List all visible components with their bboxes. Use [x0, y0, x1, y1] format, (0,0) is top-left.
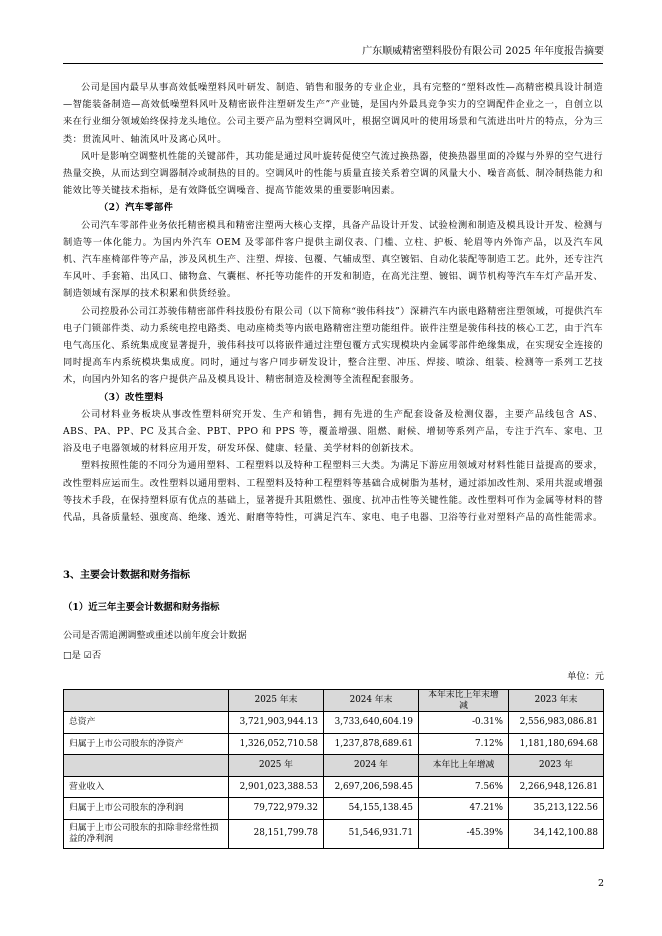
- table-cell: 54,155,138.45: [324, 798, 419, 820]
- header-cell: 2025 年: [229, 755, 324, 777]
- table-row: [64, 712, 604, 734]
- unit-label: 单位：元: [567, 671, 604, 682]
- section-subheading: （1）近三年主要会计数据和财务指标: [63, 602, 220, 613]
- paragraph-plastics-classification: 塑料按照性能的不同分为通用塑料、工程塑料以及特种工程塑料三大类。为满足下游应用领域对材料性能日益提高的要求，改性塑料应运而生。改性塑料以通用塑料、工程塑料及特种工程塑料等基础合成树脂为基材，通过添加改性剂、采用共混或增强等技术手段，在保持塑料原有优点的基础上，显著提升其阻燃性、强度、抗冲击性等关键性能。改性塑料可作为金属等材料的替代品，具备质量轻、强度高、绝缘、透光、耐磨等特性，可满足汽车、家电、电子电器、卫浴等行业对塑料产品的高性能需求。: [63, 460, 603, 524]
- row-label: 总资产: [64, 712, 229, 734]
- table-cell: 3,721,903,944.13: [229, 712, 324, 734]
- report-header-title: 广东顺威精密塑料股份有限公司 2025 年年度报告摘要: [362, 46, 604, 57]
- table-cell: 47.21%: [419, 798, 509, 820]
- section-heading: 3、主要会计数据和财务指标: [63, 570, 190, 581]
- paragraph-auto-parts: 公司汽车零部件业务依托精密模具和精密注塑两大核心支撑，具备产品设计开发、试验检测和制造及模具设计开发、检测与制造等一体化能力。为国内外汽车 OEM 及零部件客户提供主副仪表、门槛、立柱、护板、轮眉等内外饰产品，以及汽车风机、汽车座椅部件等产品，涉及风机生产、注塑、焊接、包覆、气辅成型、真空镀铝、自动化装配等制造工艺。此外，还专注汽车风叶、手套箱、出风口、储物盒、气囊框、杯托等功能件的开发和制造，在高光注塑、镀铝、调节机构等汽车车灯产品开发、制造领域有深厚的技术积累和供货经验。: [63, 219, 603, 300]
- table-row: [64, 798, 604, 820]
- header-cell: 2023 年: [509, 755, 604, 777]
- header-cell: 2024 年末: [324, 690, 419, 712]
- table-cell: -0.31%: [419, 712, 509, 734]
- table-cell: 28,151,799.78: [229, 819, 324, 848]
- paragraph-company-overview: 公司是国内最早从事高效低噪塑料风叶研发、制造、销售和服务的专业企业，具有完整的“塑料改性—高精密模具设计制造—智能装备制造—高效低噪塑料风叶及精密嵌件注塑研发生产”产业链，是国内外最具竞争实力的空调配件企业之一，自创立以来在行业细分领域始终保持龙头地位。公司主要产品为塑料空调风叶，根据空调风叶的使用场景和气流进出叶片的特点，分为三类：贯流风叶、轴流风叶及离心风叶。: [63, 82, 603, 145]
- table-cell: 79,722,979.32: [229, 798, 324, 820]
- table-cell: 35,213,122.56: [509, 798, 604, 820]
- paragraph-fan-function: 风叶是影响空调整机性能的关键部件，其功能是通过风叶旋转促使空气流过换热器，使换热器里面的冷媒与外界的空气进行热量交换，从而达到空调器制冷或制热的目的。空调风叶的性能与质量直接关系着空调的风量大小、噪音高低、制冷制热能力和能效比等关键技术指标，是有效降低空调噪音、提高节能效果的重要影响因素。: [63, 150, 603, 197]
- page-number: 2: [597, 878, 604, 889]
- table-cell: -45.39%: [419, 819, 509, 848]
- restatement-checkbox: □是 ☑否: [63, 650, 102, 661]
- table-cell: 34,142,100.88: [509, 819, 604, 848]
- table-row: [64, 776, 604, 798]
- header-cell: 2025 年末: [229, 690, 324, 712]
- row-label: 营业收入: [64, 776, 229, 798]
- table-row: [64, 733, 604, 755]
- table-row: [64, 819, 604, 848]
- table-cell: 1,237,878,689.61: [324, 733, 419, 755]
- table-cell: 2,697,206,598.45: [324, 776, 419, 798]
- header-cell: 2023 年末: [509, 690, 604, 712]
- restatement-question: 公司是否需追溯调整或重述以前年度会计数据: [63, 630, 247, 641]
- row-label: 归属于上市公司股东的净资产: [64, 733, 229, 755]
- table-cell: 2,901,023,388.53: [229, 776, 324, 798]
- paragraph-junwei-tech: 公司控股孙公司江苏骏伟精密部件科技股份有限公司（以下简称“骏伟科技”）深耕汽车内嵌电路精密注塑领域，可提供汽车电子门锁部件类、动力系统电控电路类、电动座椅类等内嵌电路精密注塑功能组件。嵌件注塑是骏伟科技的核心工艺，由于汽车电气高压化、系统集成度显著提升，骏伟科技可以将嵌件通过注塑包覆方式实现模块内金属零部件绝缘集成，在实现安全连接的同时提高车内系统模块集成度。同时，通过与客户同步研发设计，整合注塑、冲压、焊接、喷涂、组装、检测等一系列工艺技术，向国内外知名的客户提供产品及模具设计、精密制造及检测等全流程配套服务。: [63, 305, 603, 386]
- table-cell: 7.56%: [419, 776, 509, 798]
- row-label: 归属于上市公司股东的净利润: [64, 798, 229, 820]
- table-cell: 3,733,640,604.19: [324, 712, 419, 734]
- header-divider: [63, 63, 603, 64]
- row-label: 归属于上市公司股东的扣除非经常性损益的净利润: [64, 819, 229, 848]
- table-cell: 51,546,931.71: [324, 819, 419, 848]
- subheading-modified-plastics: （3）改性塑料: [99, 391, 164, 403]
- table-cell: 1,326,052,710.58: [229, 733, 324, 755]
- table-cell: 2,556,983,086.81: [509, 712, 604, 734]
- header-cell: 本年比上年增减: [419, 755, 509, 777]
- financial-data-table: [63, 689, 604, 849]
- table-header-row: [64, 755, 604, 777]
- header-cell: [64, 755, 229, 777]
- table-cell: 7.12%: [419, 733, 509, 755]
- header-cell: 2024 年: [324, 755, 419, 777]
- table-header-row: [64, 690, 604, 712]
- subheading-auto-parts: （2）汽车零部件: [99, 202, 174, 214]
- header-cell: [64, 690, 229, 712]
- table-cell: 2,266,948,126.81: [509, 776, 604, 798]
- header-cell: 本年末比上年末增减: [419, 690, 509, 712]
- paragraph-materials-business: 公司材料业务板块从事改性塑料研究开发、生产和销售，拥有先进的生产配套设备及检测仪器，主要产品线包含 AS、ABS、PA、PP、PC 及其合金、PBT、PPO 和 PPS 等，覆盖增强、阻燃、耐候、增韧等系列产品，专注于汽车、家电、卫浴及电子电器领域的材料应用开发，研发环保、健康、轻量、美学材料的创新技术。: [63, 408, 603, 455]
- table-cell: 1,181,180,694.68: [509, 733, 604, 755]
- business-description: [63, 79, 603, 526]
